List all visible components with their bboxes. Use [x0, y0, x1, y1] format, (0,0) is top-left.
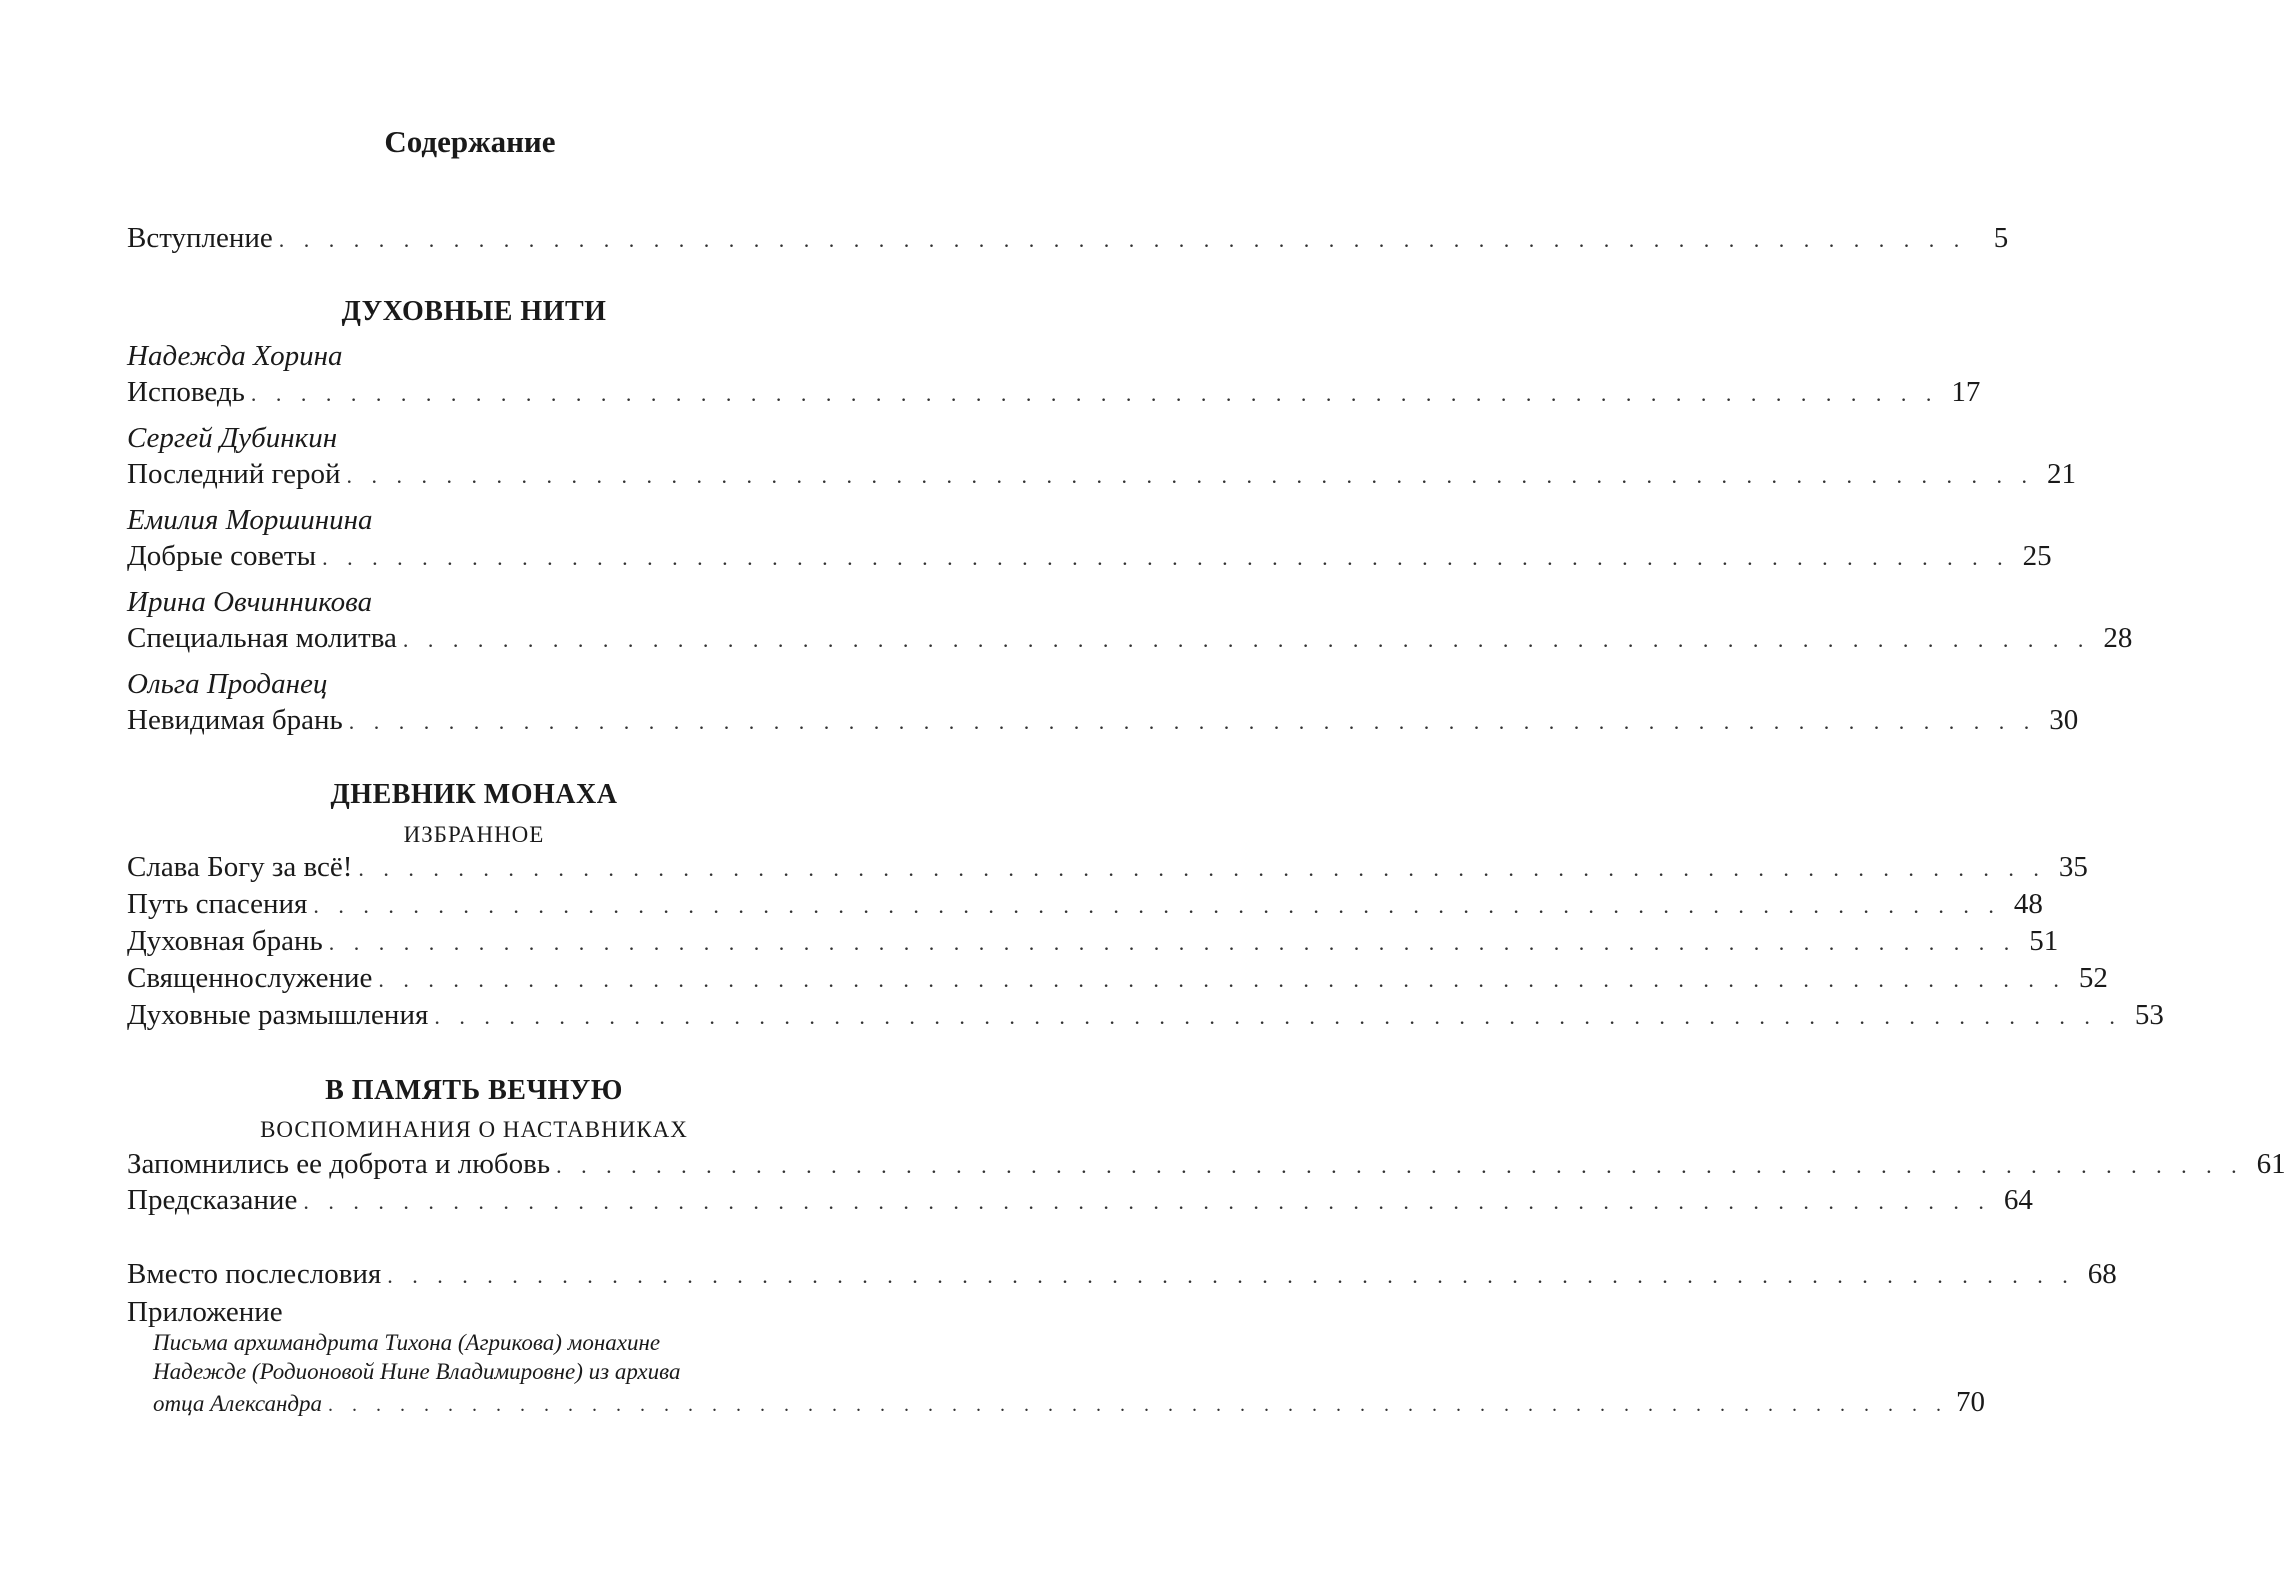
entry-title: Запомнились ее доброта и любовь	[127, 1148, 551, 1180]
page-title: Содержание	[384, 124, 556, 159]
leader-dots: . . . . . . . . . . . . . . . . . . . . . . . . . . . . . . . . . . . . . . . . . . . . . . . . . . . . . . . . . . . . . . . . . . . .	[378, 967, 2066, 992]
leader-dots: . . . . . . . . . . . . . . . . . . . . . . . . . . . . . . . . . . . . . . . . . . . . . . . . . . . . . . . . . . . . . . . . . . . .	[313, 893, 2001, 918]
page-number: 21	[2046, 458, 2076, 490]
appendix-description-entry	[153, 1386, 1986, 1418]
entry-title: Духовная брань	[127, 925, 323, 957]
section-heading: ДУХОВНЫЕ НИТИ	[341, 296, 607, 327]
entry-title: Слава Богу за всё!	[127, 851, 353, 883]
toc-entry	[127, 704, 2079, 740]
leader-dots: . . . . . . . . . . . . . . . . . . . . . . . . . . . . . . . . . . . . . . . . . . . . . . . . . . . . . . . . . . . . . . . . . . . .	[250, 381, 1939, 406]
leader-dots: . . . . . . . . . . . . . . . . . . . . . . . . . . . . . . . . . . . . . . . . . . . . . . . . . . . . . . . . . . . . . . . . . . . .	[328, 1394, 1949, 1416]
toc-entry	[127, 851, 2088, 887]
toc-entry	[127, 962, 2108, 998]
toc-entry	[127, 458, 2076, 494]
entry-author: Надежда Хорина	[127, 340, 343, 372]
toc-entry	[127, 622, 2133, 658]
page-number: 17	[1951, 376, 1981, 408]
toc-entry	[127, 540, 2052, 576]
page-number: 35	[2058, 851, 2088, 883]
section-heading: ДНЕВНИК МОНАХА	[330, 779, 618, 810]
leader-dots: . . . . . . . . . . . . . . . . . . . . . . . . . . . . . . . . . . . . . . . . . . . . . . . . . . . . . . . . . . . . . . . . . . . .	[348, 709, 2037, 734]
section-heading: В ПАМЯТЬ ВЕЧНУЮ	[325, 1075, 623, 1106]
toc-entry	[127, 376, 1981, 412]
entry-title: Приложение	[127, 1296, 283, 1328]
section-subheading: ВОСПОМИНАНИЯ О НАСТАВНИКАХ	[260, 1117, 688, 1142]
toc-entry	[127, 888, 2043, 924]
page-number: 70	[1956, 1386, 1986, 1418]
page-number: 64	[2003, 1184, 2033, 1216]
appendix-description-line: отца Александра	[153, 1391, 323, 1416]
entry-title: Духовные размышления	[127, 999, 429, 1031]
toc-entry	[127, 1184, 2033, 1220]
page-number: 52	[2078, 962, 2108, 994]
entry-title: Вместо послесловия	[127, 1258, 382, 1290]
toc-entry	[127, 999, 2164, 1035]
entry-title: Священнослужение	[127, 962, 373, 994]
leader-dots: . . . . . . . . . . . . . . . . . . . . . . . . . . . . . . . . . . . . . . . . . . . . . . . . . . . . . . . . . . . . . . . . . . . .	[402, 627, 2091, 652]
entry-title: Добрые советы	[127, 540, 317, 572]
leader-dots: . . . . . . . . . . . . . . . . . . . . . . . . . . . . . . . . . . . . . . . . . . . . . . . . . . . . . . . . . . . . . . . . . . . .	[387, 1263, 2075, 1288]
entry-title: Исповедь	[127, 376, 245, 408]
entry-title: Невидимая брань	[127, 704, 343, 736]
toc-entry	[127, 1148, 2286, 1184]
page-number: 51	[2029, 925, 2059, 957]
entry-title: Вступление	[127, 222, 273, 254]
leader-dots: . . . . . . . . . . . . . . . . . . . . . . . . . . . . . . . . . . . . . . . . . . . . . . . . . . . . . . . . . . . . . . . . . . . .	[346, 463, 2034, 488]
entry-author: Сергей Дубинкин	[127, 422, 338, 454]
entry-title: Последний герой	[127, 458, 341, 490]
entry-author: Ольга Проданец	[127, 668, 328, 700]
appendix-description-line: Надежде (Родионовой Нине Владимировне) из архива	[153, 1359, 681, 1384]
page-number: 53	[2134, 999, 2164, 1031]
page-number: 30	[2049, 704, 2079, 736]
page-number: 61	[2256, 1148, 2286, 1180]
entry-title: Специальная молитва	[127, 622, 397, 654]
toc-entry-afterword	[127, 1258, 2117, 1294]
leader-dots: . . . . . . . . . . . . . . . . . . . . . . . . . . . . . . . . . . . . . . . . . . . . . . . . . . . . . . . . . . . . . . . . . . . .	[322, 545, 2010, 570]
appendix-description-line: Письма архимандрита Тихона (Агрикова) монахине	[153, 1330, 661, 1355]
toc-entry-intro	[127, 222, 2009, 258]
toc-entry	[127, 925, 2059, 961]
entry-author: Ирина Овчинникова	[127, 586, 373, 618]
page-number: 25	[2022, 540, 2052, 572]
leader-dots: . . . . . . . . . . . . . . . . . . . . . . . . . . . . . . . . . . . . . . . . . . . . . . . . . . . . . . . . . . . . . . . . . . . .	[434, 1004, 2122, 1029]
entry-title: Путь спасения	[127, 888, 308, 920]
page-number: 68	[2087, 1258, 2117, 1290]
page-number: 28	[2103, 622, 2133, 654]
leader-dots: . . . . . . . . . . . . . . . . . . . . . . . . . . . . . . . . . . . . . . . . . . . . . . . . . . . . . . . . . . . . . . . . . . . .	[303, 1189, 1991, 1214]
leader-dots: . . . . . . . . . . . . . . . . . . . . . . . . . . . . . . . . . . . . . . . . . . . . . . . . . . . . . . . . . . . . . . . . . . . .	[328, 930, 2017, 955]
section-subheading: ИЗБРАННОЕ	[403, 822, 545, 847]
entry-author: Емилия Моршинина	[127, 504, 373, 536]
leader-dots: . . . . . . . . . . . . . . . . . . . . . . . . . . . . . . . . . . . . . . . . . . . . . . . . . . . . . . . . . . . . . . . . . . . .	[556, 1153, 2244, 1178]
toc-entry-appendix	[127, 1296, 819, 1332]
page-number: 5	[1993, 222, 2009, 254]
entry-title: Предсказание	[127, 1184, 298, 1216]
page-number: 48	[2013, 888, 2043, 920]
leader-dots: . . . . . . . . . . . . . . . . . . . . . . . . . . . . . . . . . . . . . . . . . . . . . . . . . . . . . . . . . . . . . . . . . . . .	[358, 856, 2046, 881]
leader-dots: . . . . . . . . . . . . . . . . . . . . . . . . . . . . . . . . . . . . . . . . . . . . . . . . . . . . . . . . . . . . . . . . . . . .	[278, 227, 1967, 252]
